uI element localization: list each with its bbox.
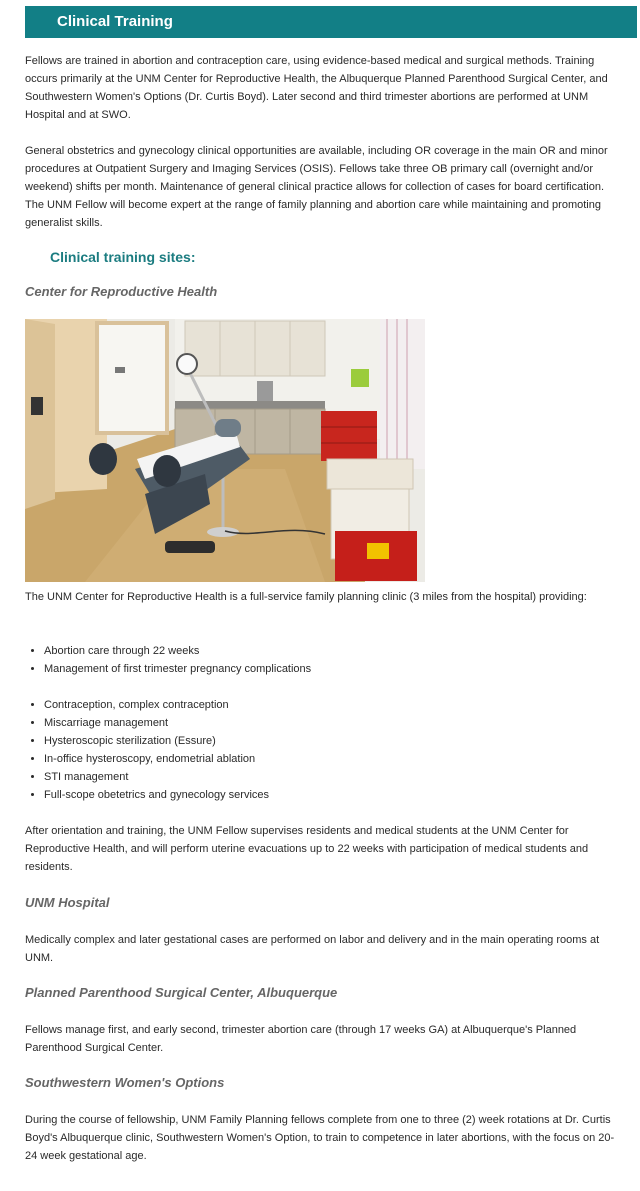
sites-heading: Clinical training sites: [50, 249, 196, 265]
planned-parenthood-heading: Planned Parenthood Surgical Center, Albuquerque [25, 985, 338, 1000]
intro-paragraph-1: Fellows are trained in abortion and contraception care, using evidence-based medical and surgical methods. Training occurs primarily at the UNM Center for Reproductive Health, the Albuquerque Planned Parenthood Surgical Center, and Southwestern Women's Options (Dr. Curtis Boyd). Later second and third trimester abortions are performed at UNM Hospital and at SWO. [25, 55, 608, 121]
section-title: Clinical Training [57, 13, 173, 30]
list-item: • Miscarriage management [44, 714, 269, 732]
unm-hospital-heading: UNM Hospital [25, 895, 110, 910]
list-item: • Management of first trimester pregnancy complications [44, 660, 311, 678]
list-item: • In-office hysteroscopy, endometrial ablation [44, 750, 269, 768]
list-item: • Full-scope obetetrics and gynecology services [44, 786, 269, 804]
swo-text: During the course of fellowship, UNM Family Planning fellows complete from one to three (2) week rotations at Dr. Curtis Boyd's Albuquerque clinic, Southwestern Women's Option, to train to competence in later abortions, with the focus on 20-24 week gestational age. [25, 1114, 615, 1162]
section-header [25, 6, 637, 38]
crh-services-list-b [25, 696, 269, 804]
crh-description: The UNM Center for Reproductive Health is a full-service family planning clinic (3 miles from the hospital) providing: [25, 591, 587, 603]
list-item: • Hysteroscopic sterilization (Essure) [44, 732, 269, 750]
exam-room-photo [25, 319, 425, 582]
swo-heading: Southwestern Women's Options [25, 1075, 225, 1090]
crh-heading: Center for Reproductive Health [25, 284, 218, 299]
unm-hospital-text: Medically complex and later gestational cases are performed on labor and delivery and in the main operating rooms at UNM. [25, 934, 600, 964]
list-item: • Contraception, complex contraception [44, 696, 269, 714]
crh-services-list-a [25, 642, 311, 678]
planned-parenthood-text: Fellows manage first, and early second, trimester abortion care (through 17 weeks GA) at Albuquerque's Planned Parenthood Surgical Center. [25, 1024, 577, 1054]
crh-after-paragraph: After orientation and training, the UNM Fellow supervises residents and medical students at the UNM Center for Reproductive Health, and will perform uterine evacuations up to 22 weeks with participation of medical students and residents. [25, 825, 589, 873]
list-item: • Abortion care through 22 weeks [44, 642, 311, 660]
intro-paragraph-2: General obstetrics and gynecology clinical opportunities are available, including OR coverage in the main OR and minor procedures at Outpatient Surgery and Imaging Services (OSIS). Fellows take three OB primary call (overnight and/or weekend) shifts per month. Maintenance of general clinical practice allows for collection of cases for board certification. The UNM Fellow will become expert at the range of family planning and abortion care while maintaining and promoting generalist skills. [25, 145, 608, 229]
list-item: • STI management [44, 768, 269, 786]
